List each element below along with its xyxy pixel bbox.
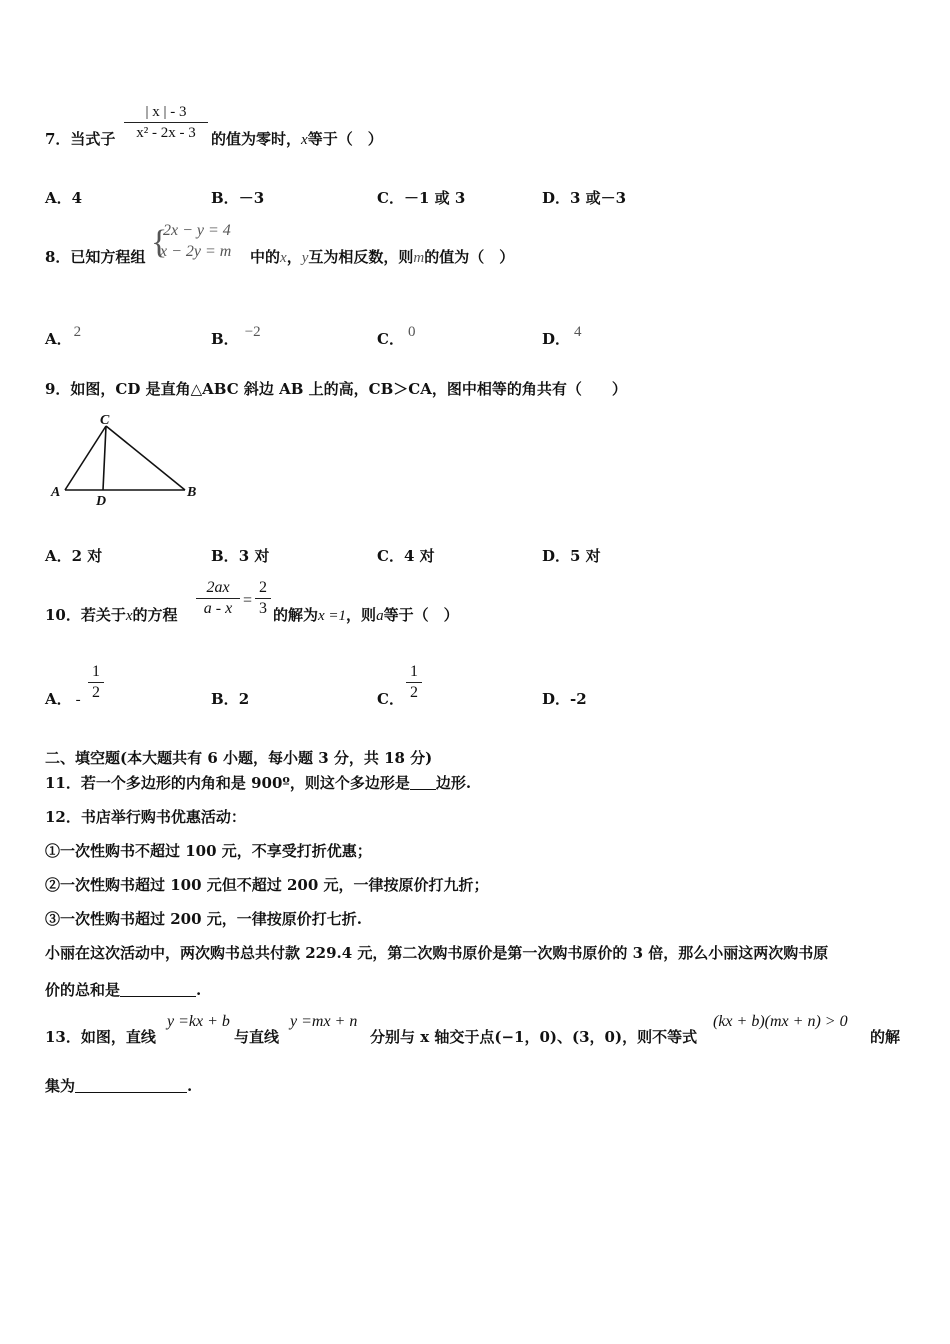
q10-frac1-num: 2ax — [206, 579, 230, 596]
q8-option-c — [377, 324, 416, 349]
option-text: 2 — [73, 324, 82, 340]
q7-stem — [45, 128, 115, 149]
q10-solution: x =1 — [318, 608, 347, 624]
q13-inequality: (kx + b)(mx + n) > 0 — [713, 1013, 848, 1030]
q10-var-x: x — [125, 608, 133, 624]
q10-option-a-fraction — [88, 662, 104, 703]
option-text: −2 — [244, 324, 261, 340]
side-ac — [65, 426, 106, 490]
q12-title: 12．书店举行购书优惠活动： — [45, 808, 246, 826]
option-label: B． — [211, 330, 239, 348]
q9-option-d — [542, 545, 601, 566]
option-label: D． — [542, 330, 571, 348]
option-text: 4 — [71, 189, 83, 207]
option-label: B． — [211, 189, 239, 207]
q7-frac-num: | x | - 3 — [145, 104, 187, 120]
q10-pre: 10．若关于 — [45, 606, 126, 624]
option-text: 4 对 — [403, 547, 435, 565]
option-label: B． — [211, 547, 239, 565]
q10-frac2-den: 3 — [259, 600, 267, 617]
q9-triangle-figure — [46, 410, 206, 510]
option-text: -2 — [570, 690, 587, 708]
q9-option-c — [377, 545, 435, 566]
q10-mid2: 的解为 — [273, 606, 319, 624]
q8-var-x: x — [280, 250, 287, 266]
q12-rule-3: ③一次性购书超过 200 元，一律按原价打七折. — [45, 910, 362, 928]
q13-post: 的解 — [870, 1028, 901, 1046]
option-label: A． — [45, 189, 72, 207]
q7-stem-mid: 的值为零时， — [211, 130, 302, 148]
option-sign: - — [75, 692, 81, 708]
q7-stem-rest — [211, 128, 383, 149]
q11-post: 边形. — [435, 774, 472, 792]
q8-eq2: x − 2y = m — [160, 243, 232, 260]
option-label: D． — [542, 189, 571, 207]
option-text: 2 — [238, 690, 250, 708]
q7-frac-den: x² - 2x - 3 — [136, 125, 196, 141]
q8-stem-post: 的值为（ ） — [424, 248, 515, 266]
option-text: 3 对 — [238, 547, 270, 565]
option-label: A． — [45, 690, 72, 708]
q10-mid1: 的方程 — [132, 606, 178, 624]
q10-stem-rest — [273, 604, 459, 625]
q10-option-d — [542, 688, 587, 709]
option-label: C． — [377, 690, 404, 708]
vertex-c-label: C — [100, 413, 110, 428]
q10-stem-pre — [45, 604, 178, 625]
option-den: 2 — [92, 684, 100, 701]
q10-fraction-right — [255, 578, 271, 619]
option-den: 2 — [410, 684, 418, 701]
q12-rule-1: ①一次性购书不超过 100 元，不享受打折优惠； — [45, 842, 372, 860]
option-text: 4 — [574, 324, 582, 340]
q11-answer-blank[interactable] — [410, 773, 436, 790]
q8-sep: ， — [286, 248, 302, 266]
q9-option-b — [211, 545, 269, 566]
option-label: A． — [45, 547, 72, 565]
q12-body2-post: . — [196, 981, 202, 999]
option-label: D． — [542, 547, 571, 565]
q13-line2: y =mx + n — [290, 1013, 358, 1030]
q8-stem-pre: 8．已知方程组 — [45, 248, 146, 266]
q10-frac1-den: a - x — [203, 600, 233, 617]
vertex-b-label: B — [187, 485, 197, 500]
q10-fraction-left — [196, 578, 240, 619]
q13-line-2 — [45, 1075, 192, 1096]
q8-option-b — [211, 324, 261, 349]
option-label: A． — [45, 330, 72, 348]
section-2-title: 二、填空题(本大题共有 6 小题，每小题 3 分，共 18 分) — [45, 749, 433, 767]
q7-option-a — [45, 187, 82, 208]
q12-body-line-2 — [45, 979, 201, 1000]
q10-post: 等于（ ） — [383, 606, 459, 624]
q8-stem-mid1: 中的 — [250, 248, 281, 266]
vertex-d-label: D — [96, 494, 107, 509]
q13-answer-blank[interactable] — [75, 1076, 187, 1093]
q12-answer-blank[interactable] — [120, 980, 196, 997]
option-text: 0 — [407, 324, 416, 340]
q12-rule-2: ②一次性购书超过 100 元但不超过 200 元，一律按原价打九折； — [45, 876, 489, 894]
option-label: B． — [211, 690, 239, 708]
q7-option-d — [542, 187, 626, 208]
option-num: 1 — [92, 663, 100, 680]
q11-pre: 11．若一个多边形的内角和是 900º，则这个多边形是 — [45, 774, 410, 792]
q9-stem: 9．如图，CD 是直角△ABC 斜边 AB 上的高，CB＞CA，图中相等的角共有（ ） — [45, 380, 627, 398]
option-text: 3 或－3 — [570, 189, 627, 207]
q7-option-c — [377, 187, 465, 208]
q13-line1: y =kx + b — [167, 1013, 230, 1030]
option-text: －1 或 3 — [403, 189, 466, 207]
option-label: D． — [542, 690, 571, 708]
q13-mid1: 与直线 — [234, 1028, 280, 1046]
q13-mid2: 分别与 x 轴交于点(−1，0)、(3，0)，则不等式 — [370, 1028, 698, 1046]
q8-var-m: m — [413, 250, 425, 266]
q8-eq1: 2x − y = 4 — [163, 222, 231, 239]
q8-var-y: y — [301, 250, 309, 266]
q10-option-a — [45, 688, 81, 709]
q13-pre: 13．如图，直线 — [45, 1028, 156, 1046]
option-label: C． — [377, 189, 404, 207]
q10-option-b — [211, 688, 249, 709]
q10-frac2-num: 2 — [259, 579, 267, 596]
vertex-a-label: A — [51, 485, 61, 500]
q8-option-a — [45, 324, 82, 349]
q13-line2-pre: 集为 — [45, 1077, 76, 1095]
option-text: 2 对 — [71, 547, 103, 565]
q10-option-c — [377, 688, 404, 709]
q8-option-d — [542, 324, 582, 349]
q10-var-a: a — [376, 608, 384, 624]
q9-option-a — [45, 545, 102, 566]
q10-mid3: ，则 — [346, 606, 377, 624]
q8-stem-rest — [250, 246, 514, 267]
q10-option-c-fraction — [406, 662, 422, 703]
q7-fraction — [124, 102, 208, 143]
option-label: C． — [377, 330, 404, 348]
option-num: 1 — [410, 663, 418, 680]
q11-stem — [45, 772, 471, 793]
q8-stem-mid2: 互为相反数，则 — [308, 248, 414, 266]
option-label: C． — [377, 547, 404, 565]
q12-body2-pre: 价的总和是 — [45, 981, 121, 999]
q7-stem-post: 等于（ ） — [307, 130, 383, 148]
q8-system-brace: { — [151, 224, 168, 261]
q7-stem-pre: 7．当式子 — [45, 130, 116, 148]
altitude-cd — [103, 426, 106, 490]
option-text: －3 — [238, 189, 265, 207]
q13-line2-post: . — [187, 1077, 193, 1095]
q7-var: x — [301, 132, 308, 148]
option-text: 5 对 — [570, 547, 601, 565]
q12-body-line-1: 小丽在这次活动中，两次购书总共付款 229.4 元，第二次购书原价是第一次购书原价的 3 倍，那么小丽这两次购书原 — [45, 944, 829, 962]
q10-eq-sign: = — [243, 592, 253, 609]
side-cb — [106, 426, 185, 490]
q7-option-b — [211, 187, 264, 208]
